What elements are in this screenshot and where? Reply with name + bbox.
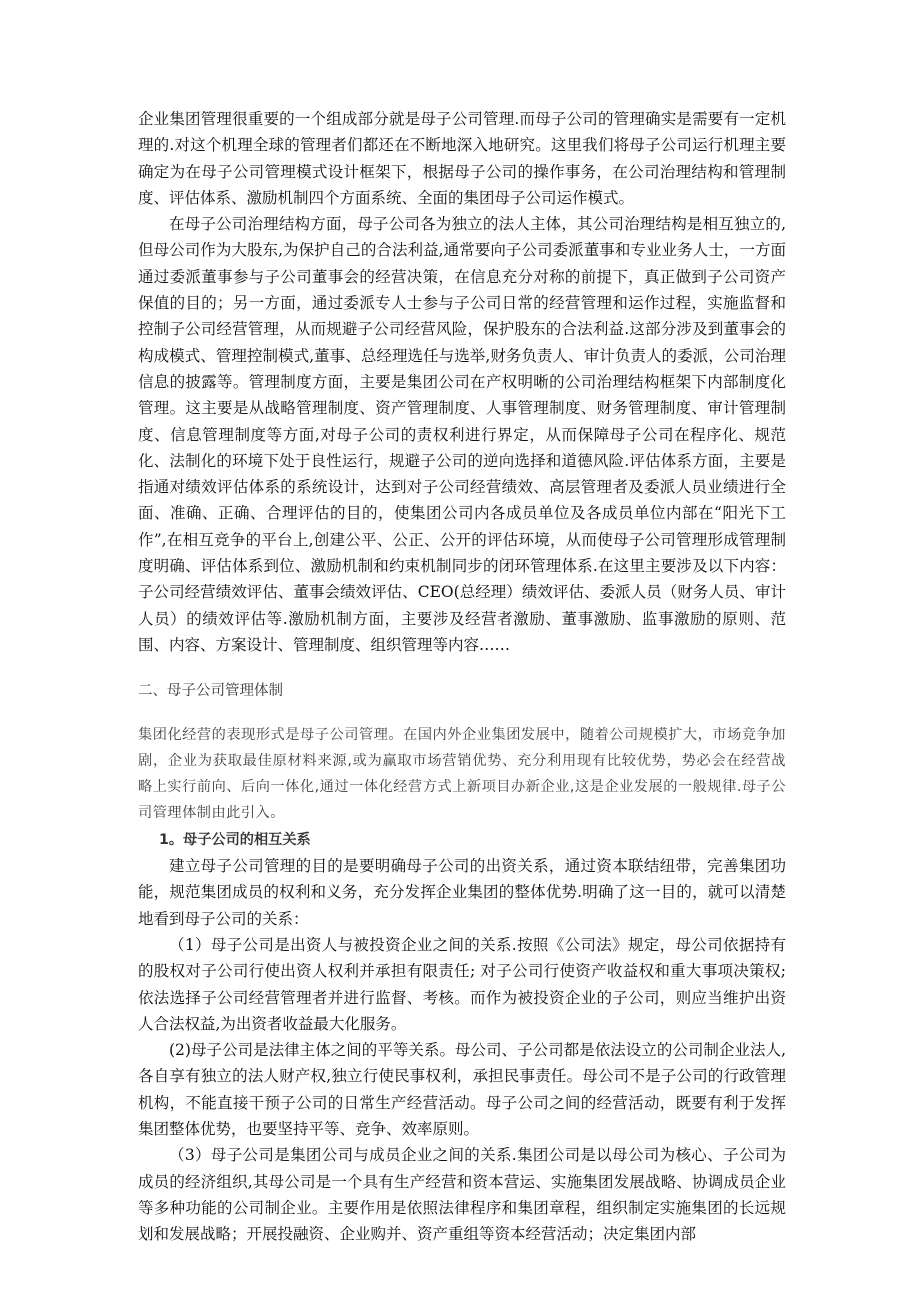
relationship-item-1: （1）母子公司是出资人与被投资企业之间的关系.按照《公司法》规定，母公司依据持有的股权对子公司行使出资人权利并承担有限责任; 对子公司行使资产收益权和重大事项决策权; 依法选择子公司经营管理者并进行监督、考核。而作为被投资企业的子公司，则应当维护出资人合法权益,为出资者收益最大化服务。 [138,935,786,1033]
management-system-paragraph: 集团化经营的表现形式是母子公司管理。在国内外企业集团发展中，随着公司规模扩大，市场竞争加剧，企业为获取最佳原材料来源,或为赢取市场营销优势、充分利用现有比较优势，势必会在经营战略上实行前向、后向一体化,通过一体化经营方式上新项目办新企业,这是企业发展的一般规律.母子公司管理体制由此引入。 [138,726,786,822]
section-heading: 二、母子公司管理体制 [138,683,283,700]
subsection-heading: 1。母子公司的相互关系 [159,831,311,848]
relationship-item-2: (2)母子公司是法律主体之间的平等关系。母公司、子公司都是依法设立的公司制企业法人,各自享有独立的法人财产权,独立行使民事权利，承担民事责任。母公司不是子公司的行政管理机构，不能直接干预子公司的日常生产经营活动。母子公司之间的经营活动，既要有利于发挥集团整体优势，也要坚持平等、竞争、效率原则。 [138,1041,786,1138]
intro-paragraph: 企业集团管理很重要的一个组成部分就是母子公司管理.而母子公司的管理确实是需要有一定机理的.对这个机理全球的管理者们都还在不断地深入地研究。这里我们将母子公司运行机理主要确定为在母子公司管理模式设计框架下，根据母子公司的操作事务，在公司治理结构和管理制度、评估体系、激励机制四个方面系统、全面的集团母子公司运作模式。 [138,110,786,207]
document-body [138,106,786,1247]
relationship-intro-paragraph: 建立母子公司管理的目的是要明确母子公司的出资关系，通过资本联结纽带，完善集团功能，规范集团成员的权利和义务，充分发挥企业集团的整体优势.明确了这一目的，就可以清楚地看到母子公司的关系： [138,857,786,928]
relationship-item-3: （3）母子公司是集团公司与成员企业之间的关系.集团公司是以母公司为核心、子公司为成员的经济组织,其母公司是一个具有生产经营和资本营运、实施集团发展战略、协调成员企业等多种功能的公司制企业。主要作用是依照法律程序和集团章程，组织制定实施集团的长远规划和发展战略；开展投融资、企业购并、资产重组等资本经营活动；决定集团内部 [138,1146,786,1244]
governance-paragraph: 在母子公司治理结构方面，母子公司各为独立的法人主体，其公司治理结构是相互独立的,但母公司作为大股东,为保护自己的合法利益,通常要向子公司委派董事和专业业务人士，一方面通过委派董事参与子公司董事会的经营决策，在信息充分对称的前提下，真正做到子公司资产保值的目的；另一方面，通过委派专人士参与子公司日常的经营管理和运作过程，实施监督和控制子公司经营管理，从而规避子公司经营风险，保护股东的合法利益.这部分涉及到董事会的构成模式、管理控制模式,董事、总经理选任与选举,财务负责人、审计负责人的委派，公司治理信息的披露等。管理制度方面，主要是集团公司在产权明晰的公司治理结构框架下内部制度化管理。这主要是从战略管理制度、资产管理制度、人事管理制度、财务管理制度、审计管理制度、信息管理制度等方面,对母子公司的责权利进行界定，从而保障母子公司在程序化、规范化、法制化的环境下处于良性运行，规避子公司的逆向选择和道德风险.评估体系方面，主要是指通对绩效评估体系的系统设计，达到对子公司经营绩效、高层管理者及委派人员业绩进行全面、准确、正确、合理评估的目的，使集团公司内各成员单位及各成员单位内部在“阳光下工作”,在相互竞争的平台上,创建公平、公正、公开的评估环境，从而使母子公司管理形成管理制度明确、评估体系到位、激励机制和约束机制同步的闭环管理体系.在这里主要涉及以下内容：子公司经营绩效评估、董事会绩效评估、CEO(总经理）绩效评估、委派人员（财务人员、审计人员）的绩效评估等.激励机制方面，主要涉及经营者激励、董事激励、监事激励的原则、范围、内容、方案设计、管理制度、组织管理等内容…… [138,215,786,654]
